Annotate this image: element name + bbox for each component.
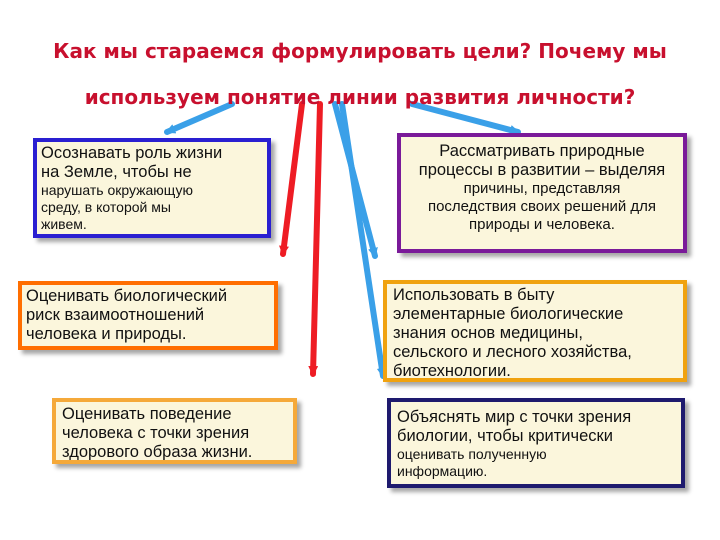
box-b4-line-1: Использовать в быту — [393, 286, 555, 304]
box-b5-line-1: Оценивать поведение — [62, 405, 232, 423]
box-b1-line-4: среду, в которой мы — [41, 199, 171, 215]
goal-box-earth-role — [33, 138, 271, 238]
arrow-to-box-b3 — [283, 104, 302, 254]
box-b3-line-3: человека и природы. — [26, 325, 187, 343]
box-b3-line-2: риск взаимоотношений — [26, 306, 205, 324]
goal-box-everyday-knowledge — [383, 280, 687, 382]
box-b4-line-2: элементарные биологические — [393, 305, 624, 323]
box-b6-line-2: биологии, чтобы критически — [397, 427, 613, 445]
box-b2-line-1: Рассматривать природные — [439, 142, 645, 160]
box-b1-line-5: живем. — [41, 216, 87, 232]
goal-box-natural-processes — [397, 133, 687, 253]
box-b2-line-4: последствия своих решений для — [427, 198, 657, 215]
box-b2-line-2: процессы в развитии – выделяя — [418, 161, 666, 179]
box-b6-line-1: Объяснять мир с точки зрения — [397, 408, 632, 426]
box-b1-line-2: на Земле, чтобы не — [41, 163, 192, 181]
goal-box-explain-world — [387, 398, 685, 488]
arrow-to-box-b6 — [342, 104, 383, 376]
box-b1-line-3: нарушать окружающую — [41, 182, 193, 198]
page-title — [20, 28, 700, 120]
goal-box-biological-risk — [18, 281, 278, 350]
box-b2-line-3: причины, представляя — [463, 180, 621, 197]
box-b4-line-3: знания основ медицины, — [393, 324, 583, 342]
title-line-1: Как мы стараемся формулировать цели? Почему мы — [53, 39, 667, 63]
box-b5-line-3: здорового образа жизни. — [62, 443, 253, 461]
title-line-2: используем понятие линии развития личности? — [84, 85, 636, 109]
box-b2-line-5: природы и человека. — [469, 216, 615, 233]
goal-box-healthy-behavior — [52, 398, 297, 464]
box-b3-line-1: Оценивать биологический — [26, 287, 228, 305]
box-b4-line-4: сельского и лесного хозяйства, — [393, 343, 632, 361]
box-b4-line-5: биотехнологии. — [393, 362, 511, 380]
box-b6-line-4: информацию. — [397, 463, 488, 479]
box-b5-line-2: человека с точки зрения — [62, 424, 250, 442]
box-b6-line-3: оценивать полученную — [397, 446, 547, 462]
arrow-to-box-b5 — [313, 104, 320, 374]
box-b1-line-1: Осознавать роль жизни — [41, 144, 223, 162]
